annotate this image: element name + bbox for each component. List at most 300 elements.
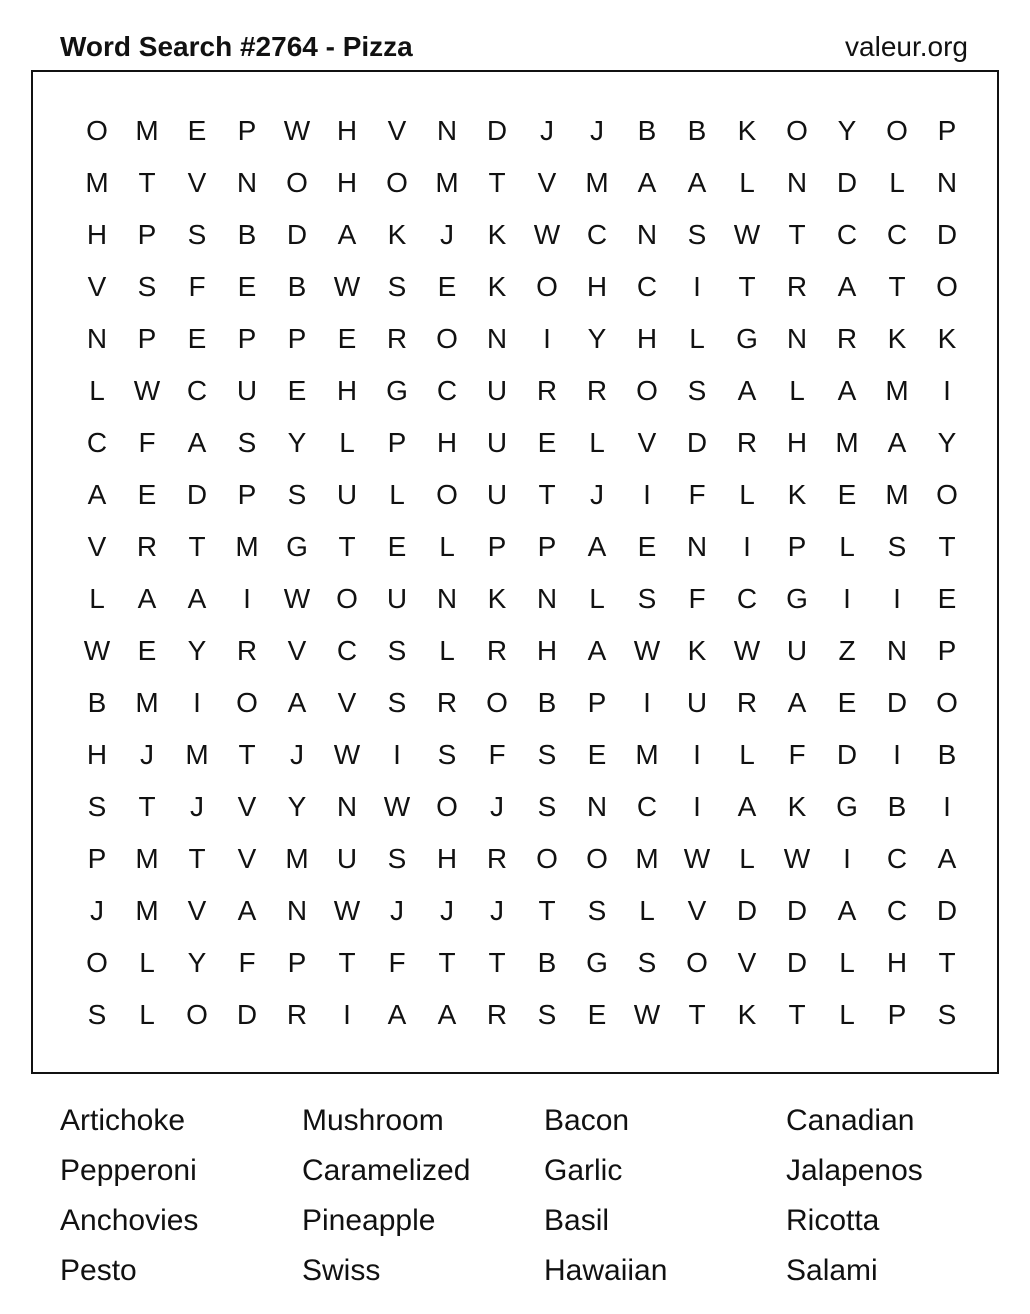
grid-letter[interactable]: B: [937, 739, 957, 770]
grid-letter[interactable]: H: [86, 219, 108, 250]
grid-letter[interactable]: S: [937, 999, 957, 1030]
grid-letter[interactable]: O: [486, 687, 508, 718]
grid-letter[interactable]: E: [137, 635, 157, 666]
grid-letter[interactable]: S: [137, 271, 157, 302]
grid-letter[interactable]: T: [538, 479, 556, 510]
grid-letter[interactable]: N: [486, 323, 508, 354]
grid-letter[interactable]: P: [237, 115, 257, 146]
grid-letter[interactable]: K: [787, 479, 807, 510]
grid-letter[interactable]: I: [693, 739, 701, 770]
grid-letter[interactable]: A: [887, 427, 907, 458]
grid-letter[interactable]: J: [490, 895, 504, 926]
grid-letter[interactable]: C: [86, 427, 108, 458]
grid-letter[interactable]: P: [387, 427, 407, 458]
grid-letter[interactable]: I: [643, 479, 651, 510]
grid-letter[interactable]: A: [187, 427, 207, 458]
grid-letter[interactable]: G: [736, 323, 758, 354]
grid-letter[interactable]: T: [938, 947, 956, 978]
grid-letter[interactable]: N: [286, 895, 308, 926]
grid-letter[interactable]: G: [786, 583, 808, 614]
grid-letter[interactable]: L: [89, 375, 105, 406]
grid-letter[interactable]: N: [236, 167, 258, 198]
grid-letter[interactable]: N: [886, 635, 908, 666]
grid-letter[interactable]: O: [786, 115, 808, 146]
grid-letter[interactable]: A: [837, 895, 857, 926]
grid-letter[interactable]: O: [436, 791, 458, 822]
grid-letter[interactable]: L: [739, 167, 755, 198]
grid-letter[interactable]: E: [637, 531, 657, 562]
grid-letter[interactable]: V: [187, 167, 207, 198]
grid-letter[interactable]: A: [87, 479, 107, 510]
grid-letter[interactable]: S: [637, 947, 657, 978]
grid-letter[interactable]: H: [636, 323, 658, 354]
grid-letter[interactable]: W: [683, 843, 711, 874]
grid-letter[interactable]: L: [839, 999, 855, 1030]
grid-letter[interactable]: S: [237, 427, 257, 458]
grid-letter[interactable]: V: [387, 115, 407, 146]
grid-letter[interactable]: E: [137, 479, 157, 510]
grid-letter[interactable]: B: [87, 687, 107, 718]
grid-letter[interactable]: W: [133, 375, 161, 406]
grid-letter[interactable]: U: [486, 427, 508, 458]
grid-letter[interactable]: S: [287, 479, 307, 510]
grid-letter[interactable]: E: [937, 583, 957, 614]
grid-letter[interactable]: R: [436, 687, 458, 718]
grid-letter[interactable]: T: [138, 167, 156, 198]
grid-letter[interactable]: A: [237, 895, 257, 926]
grid-letter[interactable]: O: [336, 583, 358, 614]
grid-letter[interactable]: J: [190, 791, 204, 822]
grid-letter[interactable]: U: [786, 635, 808, 666]
grid-letter[interactable]: A: [787, 687, 807, 718]
grid-letter[interactable]: B: [537, 947, 557, 978]
grid-letter[interactable]: Y: [587, 323, 607, 354]
grid-letter[interactable]: K: [687, 635, 707, 666]
grid-letter[interactable]: E: [537, 427, 557, 458]
grid-letter[interactable]: O: [536, 843, 558, 874]
grid-letter[interactable]: D: [186, 479, 208, 510]
grid-letter[interactable]: S: [387, 687, 407, 718]
grid-letter[interactable]: L: [339, 427, 355, 458]
grid-letter[interactable]: M: [135, 115, 159, 146]
grid-letter[interactable]: C: [636, 271, 658, 302]
grid-letter[interactable]: L: [589, 583, 605, 614]
grid-letter[interactable]: S: [387, 635, 407, 666]
grid-letter[interactable]: D: [886, 687, 908, 718]
grid-letter[interactable]: P: [587, 687, 607, 718]
grid-letter[interactable]: T: [138, 791, 156, 822]
grid-letter[interactable]: R: [486, 635, 508, 666]
grid-letter[interactable]: S: [187, 219, 207, 250]
grid-letter[interactable]: M: [635, 739, 659, 770]
grid-letter[interactable]: R: [736, 427, 758, 458]
grid-letter[interactable]: F: [788, 739, 806, 770]
grid-letter[interactable]: K: [737, 115, 757, 146]
grid-letter[interactable]: N: [86, 323, 108, 354]
grid-letter[interactable]: M: [235, 531, 259, 562]
grid-letter[interactable]: U: [486, 479, 508, 510]
grid-letter[interactable]: U: [486, 375, 508, 406]
grid-letter[interactable]: R: [486, 843, 508, 874]
grid-letter[interactable]: V: [187, 895, 207, 926]
grid-letter[interactable]: Y: [937, 427, 957, 458]
grid-letter[interactable]: L: [789, 375, 805, 406]
grid-letter[interactable]: C: [886, 219, 908, 250]
grid-letter[interactable]: F: [238, 947, 256, 978]
grid-letter[interactable]: N: [786, 323, 808, 354]
grid-letter[interactable]: L: [439, 531, 455, 562]
grid-letter[interactable]: E: [837, 687, 857, 718]
grid-letter[interactable]: A: [587, 531, 607, 562]
grid-letter[interactable]: A: [937, 843, 957, 874]
grid-letter[interactable]: S: [687, 219, 707, 250]
grid-letter[interactable]: A: [837, 375, 857, 406]
grid-letter[interactable]: K: [387, 219, 407, 250]
grid-letter[interactable]: F: [388, 947, 406, 978]
grid-letter[interactable]: U: [236, 375, 258, 406]
grid-letter[interactable]: E: [837, 479, 857, 510]
grid-letter[interactable]: P: [137, 219, 157, 250]
grid-letter[interactable]: D: [286, 219, 308, 250]
grid-letter[interactable]: P: [287, 323, 307, 354]
grid-letter[interactable]: Y: [187, 947, 207, 978]
grid-letter[interactable]: A: [637, 167, 657, 198]
grid-letter[interactable]: N: [636, 219, 658, 250]
grid-letter[interactable]: L: [439, 635, 455, 666]
grid-letter[interactable]: T: [438, 947, 456, 978]
grid-letter[interactable]: H: [586, 271, 608, 302]
grid-letter[interactable]: R: [236, 635, 258, 666]
grid-letter[interactable]: T: [938, 531, 956, 562]
grid-letter[interactable]: C: [636, 791, 658, 822]
grid-letter[interactable]: U: [686, 687, 708, 718]
grid-letter[interactable]: P: [137, 323, 157, 354]
grid-letter[interactable]: B: [287, 271, 307, 302]
grid-letter[interactable]: D: [736, 895, 758, 926]
grid-letter[interactable]: I: [943, 791, 951, 822]
grid-letter[interactable]: M: [885, 375, 909, 406]
grid-letter[interactable]: N: [936, 167, 958, 198]
grid-letter[interactable]: P: [87, 843, 107, 874]
grid-letter[interactable]: T: [738, 271, 756, 302]
grid-letter[interactable]: A: [737, 791, 757, 822]
grid-letter[interactable]: N: [336, 791, 358, 822]
grid-letter[interactable]: W: [733, 219, 761, 250]
grid-letter[interactable]: H: [436, 843, 458, 874]
grid-letter[interactable]: W: [733, 635, 761, 666]
grid-letter[interactable]: N: [686, 531, 708, 562]
grid-letter[interactable]: L: [589, 427, 605, 458]
grid-letter[interactable]: W: [283, 115, 311, 146]
grid-letter[interactable]: O: [86, 947, 108, 978]
grid-letter[interactable]: S: [87, 999, 107, 1030]
grid-letter[interactable]: A: [387, 999, 407, 1030]
grid-letter[interactable]: V: [537, 167, 557, 198]
grid-letter[interactable]: C: [736, 583, 758, 614]
grid-letter[interactable]: F: [188, 271, 206, 302]
grid-letter[interactable]: P: [937, 115, 957, 146]
grid-letter[interactable]: N: [436, 583, 458, 614]
grid-letter[interactable]: B: [537, 687, 557, 718]
grid-letter[interactable]: Z: [838, 635, 856, 666]
grid-letter[interactable]: R: [586, 375, 608, 406]
grid-letter[interactable]: I: [193, 687, 201, 718]
grid-letter[interactable]: I: [893, 583, 901, 614]
grid-letter[interactable]: P: [487, 531, 507, 562]
grid-letter[interactable]: E: [387, 531, 407, 562]
grid-letter[interactable]: S: [637, 583, 657, 614]
grid-letter[interactable]: B: [237, 219, 257, 250]
grid-letter[interactable]: D: [836, 167, 858, 198]
grid-letter[interactable]: J: [440, 219, 454, 250]
grid-letter[interactable]: O: [536, 271, 558, 302]
grid-letter[interactable]: E: [337, 323, 357, 354]
grid-letter[interactable]: H: [436, 427, 458, 458]
grid-letter[interactable]: D: [236, 999, 258, 1030]
grid-letter[interactable]: I: [893, 739, 901, 770]
grid-letter[interactable]: H: [786, 427, 808, 458]
grid-letter[interactable]: J: [90, 895, 104, 926]
grid-letter[interactable]: O: [636, 375, 658, 406]
grid-letter[interactable]: O: [936, 687, 958, 718]
grid-letter[interactable]: S: [387, 843, 407, 874]
grid-letter[interactable]: A: [587, 635, 607, 666]
grid-letter[interactable]: E: [587, 739, 607, 770]
grid-letter[interactable]: M: [435, 167, 459, 198]
grid-letter[interactable]: C: [886, 843, 908, 874]
grid-letter[interactable]: O: [236, 687, 258, 718]
grid-letter[interactable]: J: [540, 115, 554, 146]
grid-letter[interactable]: P: [237, 479, 257, 510]
grid-letter[interactable]: K: [787, 791, 807, 822]
grid-letter[interactable]: B: [687, 115, 707, 146]
grid-letter[interactable]: F: [488, 739, 506, 770]
grid-letter[interactable]: O: [436, 323, 458, 354]
grid-letter[interactable]: O: [586, 843, 608, 874]
grid-letter[interactable]: L: [689, 323, 705, 354]
grid-letter[interactable]: M: [85, 167, 109, 198]
grid-letter[interactable]: R: [486, 999, 508, 1030]
grid-letter[interactable]: E: [237, 271, 257, 302]
grid-letter[interactable]: L: [389, 479, 405, 510]
grid-letter[interactable]: T: [188, 531, 206, 562]
grid-letter[interactable]: K: [487, 583, 507, 614]
grid-letter[interactable]: E: [587, 999, 607, 1030]
grid-letter[interactable]: L: [89, 583, 105, 614]
grid-letter[interactable]: I: [643, 687, 651, 718]
grid-letter[interactable]: P: [237, 323, 257, 354]
grid-letter[interactable]: D: [936, 895, 958, 926]
grid-letter[interactable]: L: [739, 739, 755, 770]
grid-letter[interactable]: P: [537, 531, 557, 562]
grid-letter[interactable]: L: [889, 167, 905, 198]
grid-letter[interactable]: F: [688, 479, 706, 510]
grid-letter[interactable]: A: [737, 375, 757, 406]
grid-letter[interactable]: C: [336, 635, 358, 666]
grid-letter[interactable]: H: [336, 167, 358, 198]
grid-letter[interactable]: U: [386, 583, 408, 614]
grid-letter[interactable]: O: [686, 947, 708, 978]
grid-letter[interactable]: M: [285, 843, 309, 874]
grid-letter[interactable]: I: [343, 999, 351, 1030]
grid-letter[interactable]: R: [736, 687, 758, 718]
grid-letter[interactable]: R: [786, 271, 808, 302]
grid-letter[interactable]: V: [87, 531, 107, 562]
grid-letter[interactable]: T: [788, 219, 806, 250]
grid-letter[interactable]: A: [437, 999, 457, 1030]
grid-letter[interactable]: P: [287, 947, 307, 978]
grid-letter[interactable]: Y: [287, 427, 307, 458]
grid-letter[interactable]: T: [888, 271, 906, 302]
grid-letter[interactable]: W: [333, 895, 361, 926]
grid-letter[interactable]: M: [135, 895, 159, 926]
grid-letter[interactable]: V: [737, 947, 757, 978]
grid-letter[interactable]: L: [139, 947, 155, 978]
grid-letter[interactable]: O: [186, 999, 208, 1030]
grid-letter[interactable]: S: [537, 739, 557, 770]
grid-letter[interactable]: T: [788, 999, 806, 1030]
grid-letter[interactable]: O: [286, 167, 308, 198]
grid-letter[interactable]: V: [237, 791, 257, 822]
grid-letter[interactable]: I: [843, 583, 851, 614]
grid-letter[interactable]: P: [887, 999, 907, 1030]
grid-letter[interactable]: E: [287, 375, 307, 406]
grid-letter[interactable]: M: [835, 427, 859, 458]
grid-letter[interactable]: N: [536, 583, 558, 614]
grid-letter[interactable]: I: [693, 791, 701, 822]
grid-letter[interactable]: V: [237, 843, 257, 874]
grid-letter[interactable]: A: [287, 687, 307, 718]
grid-letter[interactable]: H: [86, 739, 108, 770]
grid-letter[interactable]: R: [536, 375, 558, 406]
grid-letter[interactable]: H: [536, 635, 558, 666]
grid-letter[interactable]: C: [586, 219, 608, 250]
grid-letter[interactable]: S: [537, 999, 557, 1030]
grid-letter[interactable]: B: [887, 791, 907, 822]
grid-letter[interactable]: I: [243, 583, 251, 614]
grid-letter[interactable]: U: [336, 843, 358, 874]
grid-letter[interactable]: M: [135, 687, 159, 718]
grid-letter[interactable]: L: [639, 895, 655, 926]
grid-letter[interactable]: A: [187, 583, 207, 614]
grid-letter[interactable]: V: [637, 427, 657, 458]
grid-letter[interactable]: I: [543, 323, 551, 354]
grid-letter[interactable]: S: [437, 739, 457, 770]
grid-letter[interactable]: J: [590, 479, 604, 510]
grid-letter[interactable]: M: [185, 739, 209, 770]
grid-letter[interactable]: W: [783, 843, 811, 874]
grid-letter[interactable]: R: [286, 999, 308, 1030]
grid-letter[interactable]: M: [635, 843, 659, 874]
grid-letter[interactable]: D: [486, 115, 508, 146]
grid-letter[interactable]: T: [688, 999, 706, 1030]
grid-letter[interactable]: M: [135, 843, 159, 874]
grid-letter[interactable]: D: [936, 219, 958, 250]
grid-letter[interactable]: T: [238, 739, 256, 770]
grid-letter[interactable]: J: [290, 739, 304, 770]
grid-letter[interactable]: W: [633, 999, 661, 1030]
grid-letter[interactable]: S: [587, 895, 607, 926]
grid-letter[interactable]: V: [87, 271, 107, 302]
grid-letter[interactable]: O: [936, 479, 958, 510]
grid-letter[interactable]: N: [436, 115, 458, 146]
grid-letter[interactable]: W: [333, 739, 361, 770]
grid-letter[interactable]: J: [590, 115, 604, 146]
grid-letter[interactable]: K: [937, 323, 957, 354]
grid-letter[interactable]: P: [937, 635, 957, 666]
grid-letter[interactable]: J: [140, 739, 154, 770]
grid-letter[interactable]: B: [637, 115, 657, 146]
grid-letter[interactable]: S: [687, 375, 707, 406]
grid-letter[interactable]: Y: [287, 791, 307, 822]
grid-letter[interactable]: T: [488, 947, 506, 978]
grid-letter[interactable]: U: [336, 479, 358, 510]
grid-letter[interactable]: Y: [837, 115, 857, 146]
grid-letter[interactable]: O: [886, 115, 908, 146]
grid-letter[interactable]: L: [839, 947, 855, 978]
grid-letter[interactable]: O: [436, 479, 458, 510]
grid-letter[interactable]: I: [693, 271, 701, 302]
grid-letter[interactable]: H: [336, 115, 358, 146]
grid-letter[interactable]: I: [393, 739, 401, 770]
grid-letter[interactable]: E: [187, 323, 207, 354]
grid-letter[interactable]: R: [136, 531, 158, 562]
grid-letter[interactable]: A: [837, 271, 857, 302]
grid-letter[interactable]: J: [490, 791, 504, 822]
grid-letter[interactable]: L: [739, 479, 755, 510]
grid-letter[interactable]: W: [333, 271, 361, 302]
grid-letter[interactable]: S: [537, 791, 557, 822]
grid-letter[interactable]: F: [688, 583, 706, 614]
grid-letter[interactable]: W: [83, 635, 111, 666]
grid-letter[interactable]: E: [187, 115, 207, 146]
grid-letter[interactable]: T: [338, 947, 356, 978]
grid-letter[interactable]: V: [337, 687, 357, 718]
grid-letter[interactable]: J: [390, 895, 404, 926]
grid-letter[interactable]: T: [488, 167, 506, 198]
grid-letter[interactable]: T: [538, 895, 556, 926]
grid-letter[interactable]: G: [386, 375, 408, 406]
grid-letter[interactable]: A: [137, 583, 157, 614]
grid-letter[interactable]: D: [836, 739, 858, 770]
grid-letter[interactable]: H: [336, 375, 358, 406]
grid-letter[interactable]: O: [86, 115, 108, 146]
grid-letter[interactable]: K: [487, 271, 507, 302]
grid-letter[interactable]: D: [786, 947, 808, 978]
grid-letter[interactable]: G: [586, 947, 608, 978]
grid-letter[interactable]: Y: [187, 635, 207, 666]
grid-letter[interactable]: O: [386, 167, 408, 198]
grid-letter[interactable]: W: [533, 219, 561, 250]
grid-letter[interactable]: V: [687, 895, 707, 926]
grid-letter[interactable]: I: [843, 843, 851, 874]
grid-letter[interactable]: D: [686, 427, 708, 458]
grid-letter[interactable]: H: [886, 947, 908, 978]
grid-letter[interactable]: W: [383, 791, 411, 822]
grid-letter[interactable]: P: [787, 531, 807, 562]
grid-letter[interactable]: T: [188, 843, 206, 874]
grid-letter[interactable]: K: [487, 219, 507, 250]
grid-letter[interactable]: I: [743, 531, 751, 562]
grid-letter[interactable]: L: [139, 999, 155, 1030]
grid-letter[interactable]: M: [585, 167, 609, 198]
grid-letter[interactable]: K: [887, 323, 907, 354]
grid-letter[interactable]: G: [286, 531, 308, 562]
grid-letter[interactable]: K: [737, 999, 757, 1030]
grid-letter[interactable]: N: [786, 167, 808, 198]
grid-letter[interactable]: J: [440, 895, 454, 926]
grid-letter[interactable]: L: [839, 531, 855, 562]
